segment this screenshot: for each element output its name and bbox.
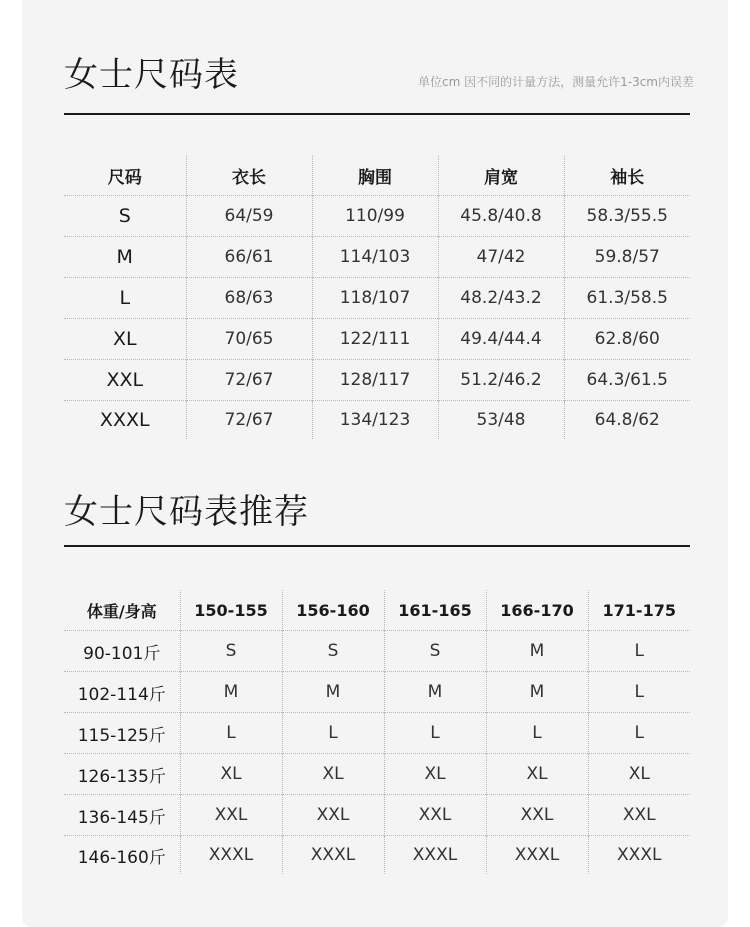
table-cell: 51.2/46.2: [438, 360, 564, 401]
header-cell: 尺码: [107, 167, 142, 188]
table-cell: 45.8/40.8: [438, 196, 564, 237]
weight-cell: 136-145斤: [64, 795, 180, 836]
header-cell: 156-160: [282, 590, 384, 631]
table-cell: XL: [588, 754, 690, 795]
table-row: [64, 672, 690, 713]
table-row: [64, 237, 690, 278]
header-cell: 171-175: [588, 590, 690, 631]
header-cell: 161-165: [384, 590, 486, 631]
header-cell: 衣长: [186, 155, 312, 196]
size-chart-table: [64, 155, 690, 439]
table-cell: 61.3/58.5: [564, 278, 690, 319]
table-cell: 62.8/60: [564, 319, 690, 360]
table-row: [64, 631, 690, 672]
table-cell: 134/123: [312, 401, 438, 440]
table-cell: S: [384, 631, 486, 672]
table-cell: M: [180, 672, 282, 713]
table-cell: M: [384, 672, 486, 713]
recommend-chart-table: [64, 590, 690, 874]
table-cell: 72/67: [186, 401, 312, 440]
recommend-chart-title: 女士尺码表推荐: [64, 492, 309, 532]
weight-cell: 126-135斤: [64, 754, 180, 795]
table-cell: L: [588, 631, 690, 672]
size-cell: XXL: [64, 360, 186, 401]
size-chart-title: 女士尺码表: [64, 55, 239, 95]
table-cell: 70/65: [186, 319, 312, 360]
weight-cell: 115-125斤: [64, 713, 180, 754]
table-row: [64, 278, 690, 319]
table-cell: XXL: [180, 795, 282, 836]
header-cell: 袖长: [564, 155, 690, 196]
size-cell: M: [64, 237, 186, 278]
table-cell: 66/61: [186, 237, 312, 278]
weight-cell: 146-160斤: [64, 836, 180, 875]
table-cell: 110/99: [312, 196, 438, 237]
table-cell: XXXL: [486, 836, 588, 875]
table-row: [64, 401, 690, 440]
table-cell: 114/103: [312, 237, 438, 278]
table-row: [64, 319, 690, 360]
header-cell: 体重/身高: [86, 601, 157, 621]
weight-cell: 102-114斤: [64, 672, 180, 713]
table-cell: XXL: [384, 795, 486, 836]
table-cell: 49.4/44.4: [438, 319, 564, 360]
table-cell: L: [588, 672, 690, 713]
table-row: [64, 713, 690, 754]
table-cell: XL: [384, 754, 486, 795]
header-cell: 胸围: [312, 155, 438, 196]
table-cell: 53/48: [438, 401, 564, 440]
table-row: [64, 360, 690, 401]
size-cell: L: [64, 278, 186, 319]
table-cell: 128/117: [312, 360, 438, 401]
table-cell: 58.3/55.5: [564, 196, 690, 237]
size-chart-divider: [64, 113, 690, 115]
table-cell: L: [486, 713, 588, 754]
table-cell: XXXL: [282, 836, 384, 875]
table-cell: 122/111: [312, 319, 438, 360]
table-cell: S: [282, 631, 384, 672]
table-cell: XL: [282, 754, 384, 795]
table-row: [64, 836, 690, 875]
table-cell: L: [282, 713, 384, 754]
table-cell: 118/107: [312, 278, 438, 319]
table-cell: XXXL: [384, 836, 486, 875]
table-cell: 59.8/57: [564, 237, 690, 278]
table-cell: XXL: [282, 795, 384, 836]
table-cell: XXXL: [180, 836, 282, 875]
recommend-chart-divider: [64, 545, 690, 547]
table-cell: 64.3/61.5: [564, 360, 690, 401]
table-cell: 68/63: [186, 278, 312, 319]
measurement-note: 单位cm 因不同的计量方法，测量允许1-3cm内误差: [418, 75, 694, 89]
table-cell: XL: [486, 754, 588, 795]
header-cell: 150-155: [180, 590, 282, 631]
weight-cell: 90-101斤: [64, 631, 180, 672]
table-cell: XL: [180, 754, 282, 795]
table-cell: M: [282, 672, 384, 713]
header-cell: 166-170: [486, 590, 588, 631]
table-cell: 47/42: [438, 237, 564, 278]
table-header-row: [64, 590, 690, 631]
table-cell: 72/67: [186, 360, 312, 401]
size-cell: S: [64, 196, 186, 237]
table-row: [64, 196, 690, 237]
table-cell: 64/59: [186, 196, 312, 237]
table-cell: XXL: [486, 795, 588, 836]
table-cell: M: [486, 631, 588, 672]
table-cell: XXL: [588, 795, 690, 836]
table-cell: L: [180, 713, 282, 754]
table-row: [64, 754, 690, 795]
table-header-row: [64, 155, 690, 196]
size-cell: XXXL: [64, 401, 186, 440]
size-cell: XL: [64, 319, 186, 360]
table-row: [64, 795, 690, 836]
table-cell: 64.8/62: [564, 401, 690, 440]
header-cell: 肩宽: [438, 155, 564, 196]
table-cell: L: [384, 713, 486, 754]
table-cell: S: [180, 631, 282, 672]
table-cell: 48.2/43.2: [438, 278, 564, 319]
table-cell: M: [486, 672, 588, 713]
table-cell: XXXL: [588, 836, 690, 875]
table-cell: L: [588, 713, 690, 754]
